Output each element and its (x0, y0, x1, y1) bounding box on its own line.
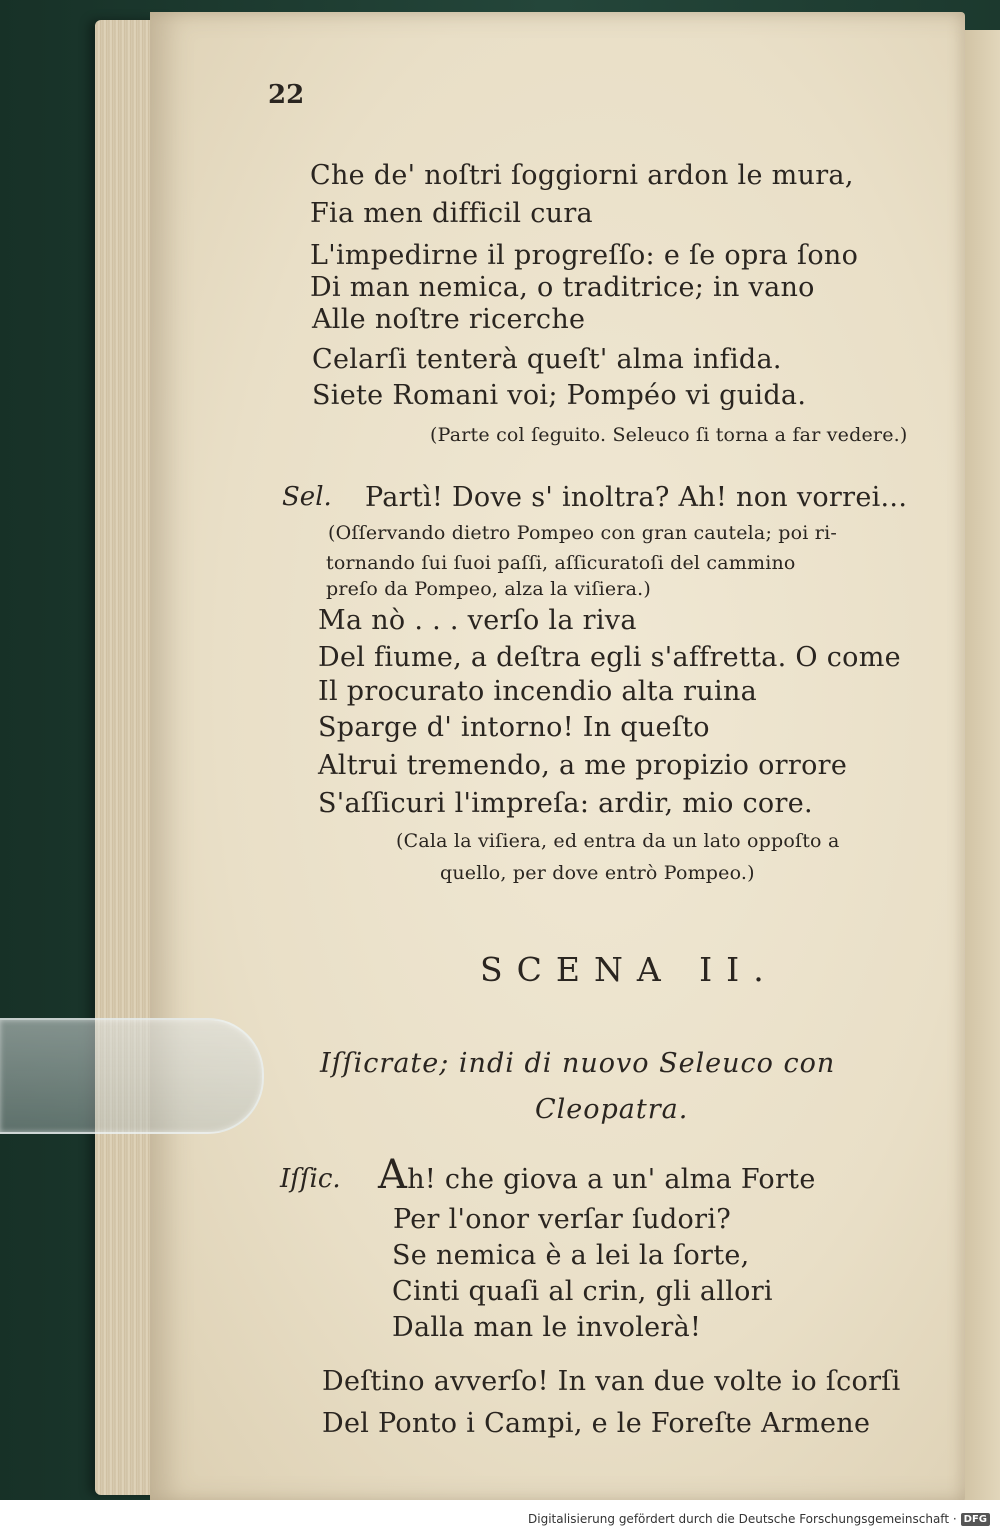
verse-line: Alle noſtre ricerche (312, 304, 586, 335)
footer-credit-text: Digitalisierung gefördert durch die Deutsche Forschungsgemeinschaft · (528, 1512, 957, 1526)
verse-line: S'aſſicuri l'impreſa: ardir, mio core. (318, 788, 813, 819)
verse-line: Altrui tremendo, a me propizio orrore (318, 750, 848, 781)
verse-line: Fia men difficil cura (310, 198, 593, 229)
aria-line: Se nemica è a lei la ſorte, (392, 1240, 750, 1271)
verse-line: Siete Romani voi; Pompéo vi guida. (312, 380, 807, 411)
stage-direction: (Parte col ſeguito. Seleuco ſi torna a far vedere.) (430, 424, 908, 446)
page-number: 22 (268, 80, 305, 110)
stage-direction: (Cala la viſiera, ed entra da un lato oppoſto a (396, 830, 840, 852)
verse-line: Del fiume, a deſtra egli s'affretta. O come (318, 642, 901, 673)
verse-line: L'impedirne il progreſſo: e ſe opra ſono (310, 240, 859, 271)
scene-title: SCENA II. (480, 950, 778, 989)
stage-direction: quello, per dove entrò Pompeo.) (440, 862, 755, 884)
footer-credit (528, 1512, 990, 1526)
verse-line: Ma nò . . . verſo la riva (318, 605, 637, 636)
speaker-label: Iſſic. (280, 1164, 341, 1194)
aria-line: Dalla man le involerà! (392, 1312, 702, 1343)
scene-persons: Iſſicrate; indi di nuovo Seleuco con (320, 1048, 836, 1079)
verse-line: Celarſi tenterà queſt' alma infida. (312, 344, 782, 375)
book-page (150, 12, 965, 1502)
verse-line: Sparge d' intorno! In queſto (318, 712, 710, 743)
scene-persons: Cleopatra. (535, 1094, 689, 1125)
glass-page-holder (0, 1018, 264, 1134)
verse-line: Che de' noſtri ſoggiorni ardon le mura, (310, 160, 854, 191)
verse-line: Deſtino avverſo! In van due volte io ſcorſi (322, 1366, 901, 1397)
stage-direction: tornando ſui ſuoi paſſi, aſſicuratoſi del cammino (326, 552, 796, 574)
speaker-label: Sel. (282, 482, 332, 512)
verse-line: Il procurato incendio alta ruina (318, 676, 758, 707)
drop-cap: A (378, 1152, 408, 1198)
dfg-logo: DFG (961, 1513, 990, 1526)
aria-line: Cinti quaſi al crin, gli allori (392, 1276, 773, 1307)
aria-line: Per l'onor verſar ſudori? (393, 1204, 732, 1235)
aria-first-line (378, 1152, 816, 1198)
aria-first-line-rest: h! che giova a un' alma Forte (407, 1164, 816, 1195)
verse-line: Del Ponto i Campi, e le Foreſte Armene (322, 1408, 871, 1439)
stage-direction: (Oſſervando dietro Pompeo con gran cautela; poi ri- (328, 522, 837, 544)
stage-direction: preſo da Pompeo, alza la viſiera.) (326, 578, 651, 600)
verse-line: Di man nemica, o traditrice; in vano (310, 272, 815, 303)
verse-line: Partì! Dove s' inoltra? Ah! non vorrei... (365, 482, 908, 513)
